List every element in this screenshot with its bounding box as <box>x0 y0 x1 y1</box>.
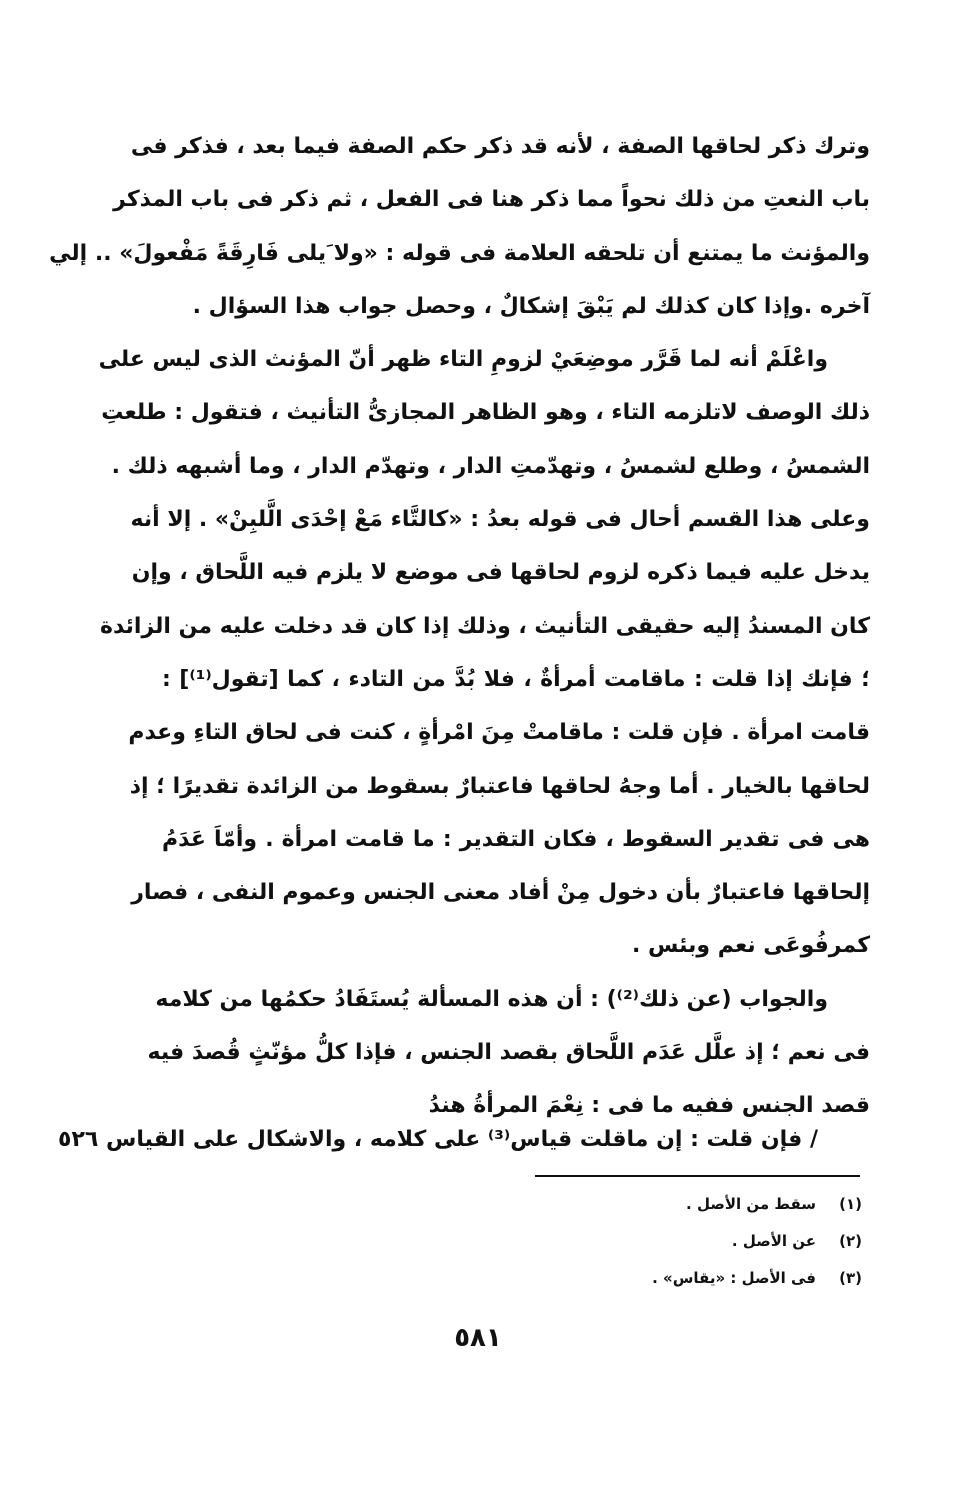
catchword-line: / فإن قلت : إن ماقلت قياس⁽³⁾ على كلامه ، والاشكال على القياس ٥٢٦ <box>58 1127 818 1152</box>
footnote-text: فى الأصل : «يقاس» . <box>652 1269 816 1287</box>
text-line: الشمسُ ، وطلع لشمسُ ، وتهدّمتِ الدار ، وتهدّم الدار ، وما أشبهه ذلك . <box>111 453 870 479</box>
text-line: والمؤنث ما يمتنع أن تلحقه العلامة فى قوله : «ولا َيلى فَارِقَةً مَفْعولَ» .. إلي <box>49 240 870 266</box>
footnote-item <box>500 1223 862 1260</box>
page-number: ٥٨١ <box>454 1323 502 1353</box>
text-line: فى نعم ؛ إذ علَّل عَدَم اللَّحاق بقصد الجنس ، فإذا كلُّ مؤنّثٍ قُصدَ فيه <box>147 1040 870 1066</box>
footnote-number: (٣) <box>839 1269 862 1287</box>
text-line: وعلى هذا القسم أحال فى قوله بعدُ : «كالتَّاء مَعْ إحْدَى الَّلبِنْ» . إلا أنه <box>130 507 870 533</box>
text-line: كان المسندُ إليه حقيقى التأنيث ، وذلك إذا كان قد دخلت عليه من الزائدة <box>99 613 870 639</box>
footnote-item <box>500 1260 862 1297</box>
footnotes <box>500 1186 862 1297</box>
text-line: واعْلَمْ أنه لما قَرَّر موضِعَيْ لزومِ التاء ظهر أنّ المؤنث الذى ليس على <box>98 347 828 373</box>
footnote-number: (١) <box>839 1195 862 1213</box>
text-line: آخره .وإذا كان كذلك لم يَبْقَ إشكالٌ ، وحصل جواب هذا السؤال . <box>192 293 870 319</box>
text-line: قامت امرأة . فإن قلت : ماقامتْ مِنَ امْرأةٍ ، كنت فى لحاق التاءِ وعدم <box>128 720 870 746</box>
text-line: وترك ذكر لحاقها الصفة ، لأنه قد ذكر حكم الصفة فيما بعد ، فذكر فى <box>130 134 870 159</box>
footnote-number: (٢) <box>839 1232 862 1250</box>
footnote-text: سقط من الأصل . <box>686 1195 816 1213</box>
footnote-divider <box>535 1175 860 1177</box>
text-line: والجواب (عن ذلك⁽²⁾) : أن هذه المسألة يُستَفَادُ حكمُها من كلامه <box>155 986 828 1012</box>
footnote-text: عن الأصل . <box>731 1232 816 1250</box>
text-line: إلحاقها فاعتبارٌ بأن دخول مِنْ أفاد معنى الجنس وعموم النفى ، فصار <box>131 880 870 906</box>
footnote-item <box>500 1186 862 1223</box>
text-line: لحاقها بالخيار . أما وجهُ لحاقها فاعتبارٌ بسقوط من الزائدة تقديرًا ؛ إذ <box>129 773 870 799</box>
text-line: باب النعتِ من ذلك نحواً مما ذكر هنا فى الفعل ، ثم ذكر فى باب المذكر <box>113 187 870 213</box>
text-line: ذلك الوصف لاتلزمه التاء ، وهو الظاهر المجازىُّ التأنيث ، فتقول : طلعتِ <box>101 400 870 426</box>
main-text <box>49 120 870 1133</box>
text-line: ؛ فإنك إذا قلت : ماقامت أمرأةٌ ، فلا بُدَّ من التادء ، كما [تقول⁽¹⁾] : <box>162 666 870 692</box>
text-line: يدخل عليه فيما ذكره لزوم لحاقها فى موضع لا يلزم فيه اللَّحاق ، وإن <box>131 560 870 586</box>
text-line: كمرفُوعَى نعم وبئس . <box>632 933 870 959</box>
text-line: قصد الجنس ففيه ما فى : نِعْمَ المرأةُ هندُ <box>428 1093 870 1119</box>
text-line: هى فى تقدير السقوط ، فكان التقدير : ما قامت امرأة . وأمّاَ عَدَمُ <box>162 826 870 852</box>
